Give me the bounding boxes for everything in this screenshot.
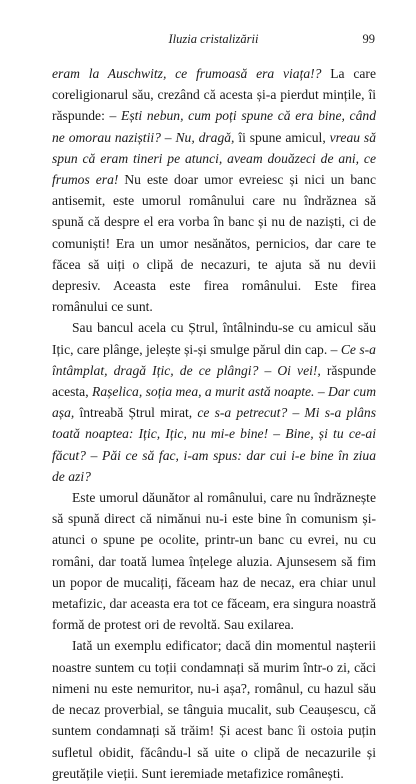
p2-italic-2: Rașelica, soția mea, a murit astă noapte. – Dar cum așa, [52,384,377,421]
p2-text-1: Sau bancul acela cu Ștrul, întâlnindu-se cu amicul său Ițic, care plânge, jelește și-și smulge părul din cap. – [52,320,376,357]
running-header [52,32,375,50]
paragraph-2 [52,317,376,487]
p1-text-2: îi spune amicul, [234,129,330,145]
p1-text-1: La care coreligionarul său, crezând că acesta și-a pierdut mințile, îi răspunde: – [52,66,376,124]
p1-italic-1: eram la Auschwitz, ce frumoasă era viața!? [52,66,322,81]
p2-text-3: întreabă Ștrul mirat, [74,405,198,421]
p1-text-3: Nu este doar umor evreiesc și nici un banc antisemit, este umorul românului care nu îndrăznea să spună că despre el era vorba în banc și nu de naziști, ci de comuniști! Era un umor nesănătos, pernicios, dar care te făcea să uiți o clipă de necazuri, te ajuta să nu devii depresiv. Aceasta este firea românului. Este firea românului ce sunt. [52,172,376,315]
page-number: 99 [362,32,375,46]
running-title: Iluzia cristalizării [168,32,259,46]
paragraph-4: Iată un exemplu edificator; dacă din momentul nașterii noastre suntem cu toții condamnați să murim într-o zi, căci nimeni nu este nemuritor, nu-i așa?, românul, cu hazul său de necaz proverbial, se tânguia mucalit, sub Ceaușescu, că suntem condamnați să trăim! Și acest banc îi ostoia puțin sufletul obidit, făcându-l să uite o clipă de necazurile și greutățile vieții. Sunt ieremiade metafizice românești. [52,638,376,781]
paragraph-3: Este umorul dăunător al românului, care nu îndrăznește să spună direct că nimănui nu-i este bine în comunism și-atunci o spune pe ocolite, printr-un banc cu evrei, nu cu români, dar toată lumea înțelege aluzia. Ajunsesem să fim un popor de mucaliți, făceam haz de necaz, era chiar unul metafizic, dar aceasta era tot ce făceam, era singura noastră formă de protest ori de revoltă. Sau exilarea. [52,490,376,633]
p1-italic-3: vreau să spun că eram tineri pe atunci, aveam douăzeci de ani, ce frumos era! [52,129,376,188]
p2-italic-1: Ce s-a întâmplat, dragă Ițic, de ce plângi? – Oi vei!, [52,341,376,378]
p2-text-2: răspunde acesta, [52,362,376,400]
body-text [52,63,376,784]
p1-italic-2: Ești nebun, cum poți spune că era bine, când ne omorau naziștii? – Nu, dragă, [52,108,376,145]
p2-italic-3: ce s-a petrecut? – Mi s-a plâns toată noaptea: Ițic, Ițic, nu mi-e bine! – Bine, și tu ce-ai făcut? – Păi ce să fac, i-am spus: dar cui i-e bine în ziua de azi? [52,405,376,484]
paragraph-1 [52,63,376,317]
